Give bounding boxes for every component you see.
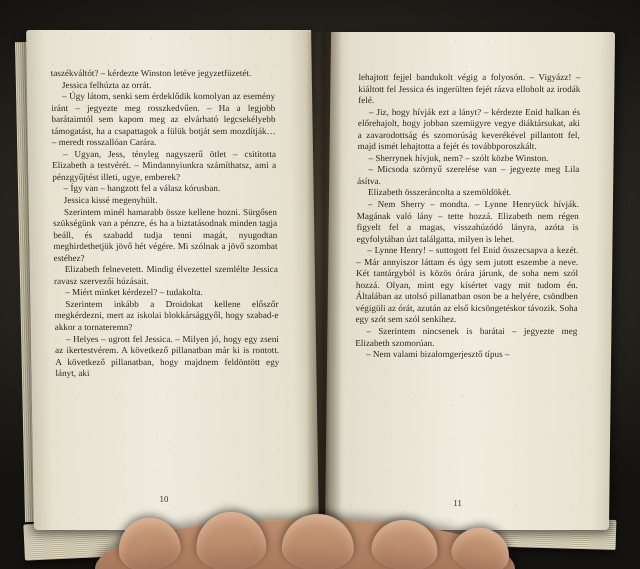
page-text-right bbox=[355, 72, 581, 361]
paragraph: – Lynne Henry! – suttogott fel Enid összecsapva a kezét. – Már annyiszor láttam és úgy sem jutott eszembe a neve. Két tantárgyból is közös órára járunk, de soha nem szól hozzá. Olyan, mint egy kísértet vagy mit tudom én. Általában az utolsó pillanatban oson be a helyére, csöndben végigüli az órát, azután az első kicsöngetéskor távozik. Soha egy szót sem szól senkihez. bbox=[355, 245, 579, 325]
book-page-right bbox=[325, 32, 615, 530]
paragraph: – Szerintem nincsenek is barátai – jegyezte meg Elizabeth szomorúan. bbox=[355, 326, 578, 348]
page-number-right: 11 bbox=[453, 497, 463, 508]
paragraph: – Miért minket kérdezel? – tudakolta. bbox=[65, 287, 203, 298]
paragraph: – Nem Sherry – mondta. – Lynne Henryück hívják. Magának való lány – tette hozzá. Elizabeth nem régen figyelt fel a magas, visszahúzódó lányra, azóta is egyfolytában úzt találgatta, milyen is lehet. bbox=[356, 199, 580, 244]
paragraph: Elizabeth felnevetett. Mindig élvezettel szemlélte Jessica ravasz szervezői húzásait. bbox=[53, 264, 278, 286]
paragraph: – Ugyan, Jess, tényleg nagyszerű ötlet – csititotta Elizabeth a testvérét. – Mindannyiunkra számíthatsz, ami a pénzgyűjtést illeti, ugye, emberek? bbox=[52, 148, 277, 182]
open-book bbox=[30, 18, 612, 548]
paragraph: – Sherrynek hívjuk, nem? – szólt közbe Winston. bbox=[368, 152, 549, 163]
paragraph: Jessica kissé megenyhült. bbox=[63, 195, 158, 206]
paragraph: – Így van – hangzott fel a válasz kórusban. bbox=[63, 183, 221, 194]
paragraph: taszékváltót? – kérdezte Winston letéve jegyzetfüzetét. bbox=[50, 68, 252, 79]
paragraph: Szerintem minél hamarabb össze kellene hozni. Sürgősen szükségünk van a pénzre, és ha a biztatásodnak minden tagja beáll, és szabadd tudja tenni magát, nyugodtan meghirdethetjük jövő hét végére. Mi szólnak a jövő szombat estéhez? bbox=[53, 206, 278, 263]
paragraph: – Micsoda szörnyű szerelése van – jegyezte meg Lila ásítva. bbox=[357, 164, 580, 186]
paragraph: Szerintem inkább a Droidokat kellene előszőr megkérdezni, mert az iskolai blokkársággyől, hogy szabad-e akkor a tornateremn? bbox=[54, 298, 279, 333]
book-page-left bbox=[26, 30, 319, 530]
paragraph: Elizabeth összeráncolta a szemöldökét. bbox=[368, 187, 512, 198]
page-number-left: 10 bbox=[159, 493, 169, 504]
paragraph: – Nem valami bizalomgerjesztő típus – bbox=[366, 349, 510, 360]
paragraph: – Helyes – ugrott fel Jessica. – Milyen jó, hogy egy zseni az ikertestvérem. A következő pillanatban már ki is rontott. A következő pillanatban, hogy majdnem feldöntött egy lányt, aki bbox=[55, 333, 280, 379]
paragraph: – Jiz, hogy hívják ezt a lányt? – kérdezte Enid halkan és előrehajolt, hogy jobban szemügyre vegye diáktársukat, aki a zavarodottság és szomorúság keverékével pillantott fel, majd ismét lehajtotta a fejét és továbbporoszkált. bbox=[357, 106, 581, 152]
page-text-left bbox=[51, 68, 280, 380]
paragraph: – Úgy látom, senki sem érdeklődik komolyan az esemény iránt – jegyezte meg rosszkedvűen. – Ha a legjobb barátaimtól sem kapom meg az elvárható legcsekélyebb támogatást, ha a csapattagok a fülük botját sem mozdítják… – meredt rosszallóan Carára. bbox=[51, 91, 276, 148]
paragraph: Jessica felhúzta az orrát. bbox=[61, 79, 152, 90]
paragraph: lehajtott fejjel bandukolt végig a folyosón. – Vigyázz! – kiáltott fel Jessica és ingerülten fejét rázva elloholt az irodák felé. bbox=[358, 72, 581, 106]
